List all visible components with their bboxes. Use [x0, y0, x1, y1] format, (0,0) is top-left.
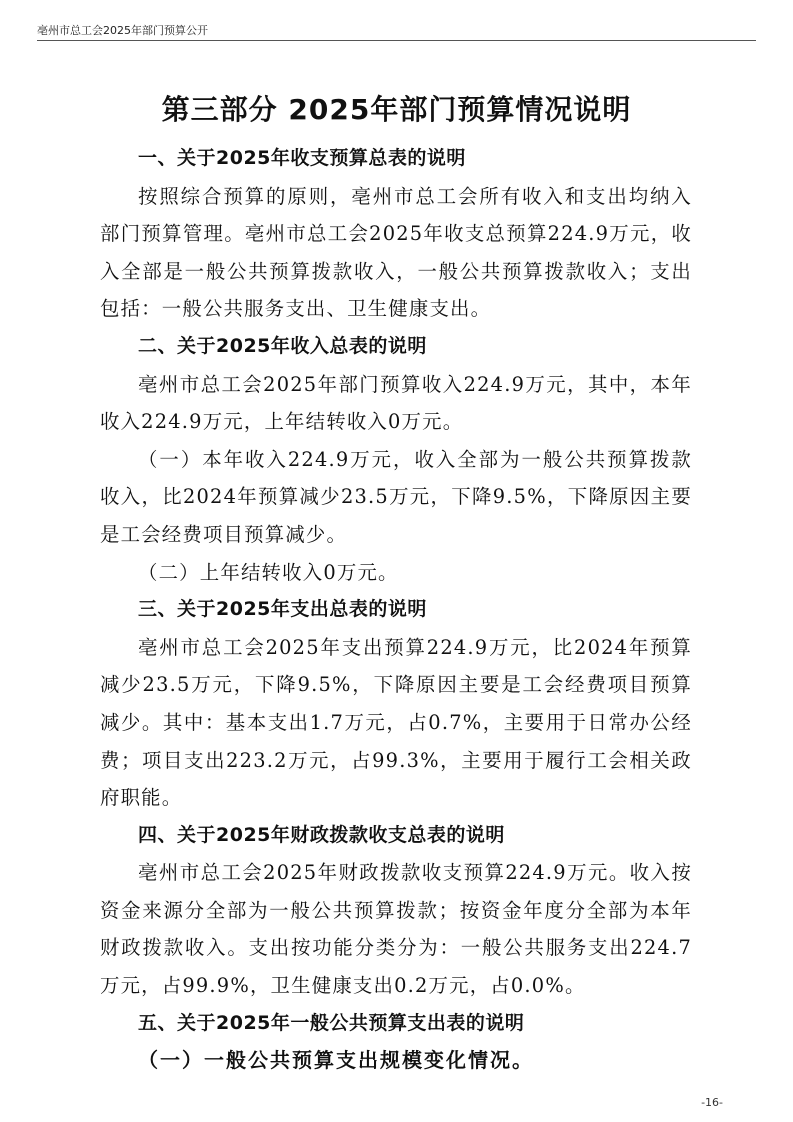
document-body	[100, 140, 692, 1080]
section-4	[100, 817, 692, 1005]
section-heading: 二、关于2025年收入总表的说明	[138, 334, 427, 357]
section-heading: 三、关于2025年支出总表的说明	[138, 598, 427, 621]
page-number: -16-	[701, 1096, 723, 1109]
paragraph: 亳州市总工会2025年部门预算收入224.9万元，其中，本年收入224.9万元，上年结转收入0万元。	[100, 372, 692, 434]
section-heading: 一、关于2025年收支预算总表的说明	[138, 147, 466, 169]
section-heading: 四、关于2025年财政拨款收支总表的说明	[138, 823, 505, 846]
page-title: 第三部分 2025年部门预算情况说明	[161, 93, 632, 126]
section-2	[100, 328, 692, 591]
paragraph: （二）上年结转收入0万元。	[138, 560, 399, 584]
section-5	[100, 1005, 692, 1080]
header-divider	[37, 40, 756, 41]
paragraph: 按照综合预算的原则，亳州市总工会所有收入和支出均纳入部门预算管理。亳州市总工会2025年收支总预算224.9万元，收入全部是一般公共预算拨款收入，一般公共预算拨款收入；支出包括：一般公共服务支出、卫生健康支出。	[100, 184, 692, 321]
paragraph: （一）本年收入224.9万元，收入全部为一般公共预算拨款收入，比2024年预算减少23.5万元，下降9.5%，下降原因主要是工会经费项目预算减少。	[100, 447, 692, 546]
paragraph: 亳州市总工会2025年财政拨款收支预算224.9万元。收入按资金来源分全部为一般公共预算拨款；按资金年度分全部为本年财政拨款收入。支出按功能分类分为：一般公共服务支出224.7万元，占99.9%，卫生健康支出0.2万元，占0.0%。	[100, 861, 692, 998]
section-3	[100, 591, 692, 817]
section-1	[100, 140, 692, 328]
paragraph: 亳州市总工会2025年支出预算224.9万元，比2024年预算减少23.5万元，下降9.5%，下降原因主要是工会经费项目预算减少。其中：基本支出1.7万元，占0.7%，主要用于日常办公经费；项目支出223.2万元，占99.3%，主要用于履行工会相关政府职能。	[100, 635, 692, 810]
subsection-heading: （一）一般公共预算支出规模变化情况。	[138, 1048, 534, 1073]
document-header: 亳州市总工会2025年部门预算公开	[37, 24, 208, 37]
section-heading: 五、关于2025年一般公共预算支出表的说明	[138, 1011, 525, 1034]
